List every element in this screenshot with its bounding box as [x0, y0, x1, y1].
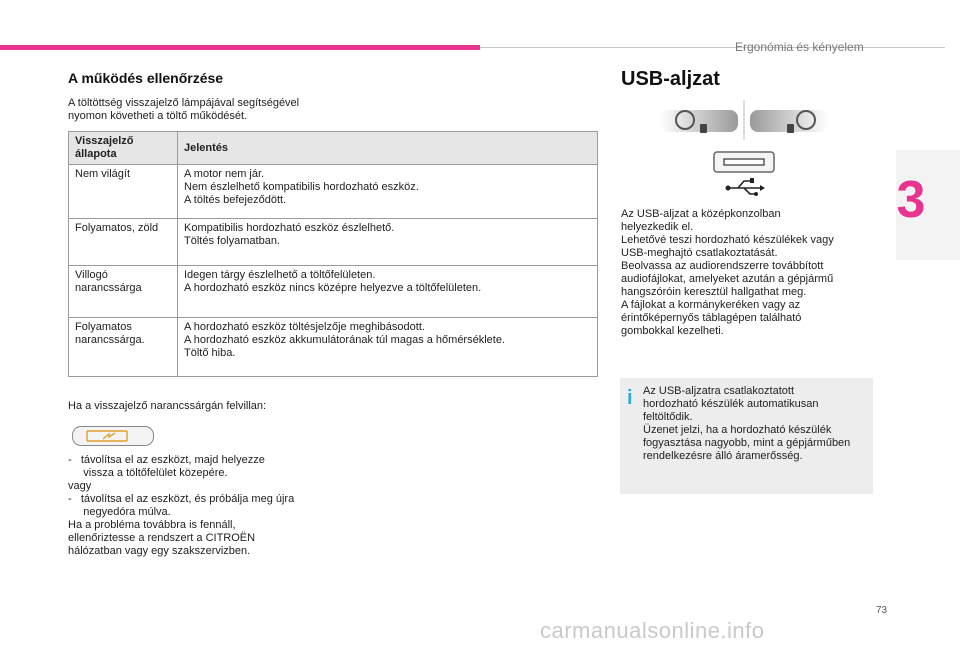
header-rule [480, 47, 945, 48]
running-head: Ergonómia és kényelem [735, 40, 864, 54]
indicator-table [68, 131, 598, 377]
table-header-meaning: Jelentés [178, 132, 598, 165]
intro-text: A töltöttség visszajelző lámpájával segítségével nyomon követheti a töltő működését. [68, 97, 300, 122]
charging-indicator-icon [72, 426, 154, 446]
table-row: Villogó narancssárga Idegen tárgy észlelhető a töltőfelületen. A hordozható eszköz nincs középre helyezve a töltőfelületen. [69, 266, 598, 318]
info-icon: i [627, 387, 633, 409]
info-text: Az USB-aljzatra csatlakoztatott hordozható készülék automatikusan feltöltődik. Üzenet jelzi, ha a hordozható készülék fogyasztása nagyobb, mint a gépjárműben rendelkezésre álló áramerősség. [643, 385, 851, 462]
usb-description: Az USB-aljzat a középkonzolban helyezkedik el. Lehetővé teszi hordozható készülékek vagy USB-meghajtó csatlakoztatását. Beolvassa az audiorendszerre továbbított audiofájlokat, amelyeket azután a gépjármű hangszóróin keresztül hallgathat meg. A fájlokat a kormánykeréken vagy az érintőképernyős táblagépen található gombokkal kezelheti. [621, 208, 834, 337]
page-number: 73 [876, 605, 888, 616]
instructions-text: - távolítsa el az eszközt, majd helyezze vissza a töltőfelület közepére. vagy - távolítsa el az eszközt, és próbálja meg újra negyedóra múlva. Ha a probléma továbbra is fennáll, ellenőriztesse a rendszert a CITROËN hálózatban vagy egy szakszervizben. [68, 454, 295, 557]
accent-bar [0, 45, 480, 50]
table-row: Folyamatos, zöld Kompatibilis hordozható eszköz észlelhető. Töltés folyamatban. [69, 219, 598, 266]
usb-illustration [660, 100, 840, 200]
section-title-charging-check: A működés ellenőrzése [68, 70, 224, 86]
if-orange-text: Ha a visszajelző narancssárgán felvillan: [68, 400, 267, 412]
section-title-usb: USB-aljzat [621, 68, 720, 90]
table-row: Folyamatos narancssárga. A hordozható eszköz töltésjelzője meghibásodott. A hordozható eszköz akkumulátorának túl magas a hőmérséklete. Töltő hiba. [69, 318, 598, 377]
watermark: carmanualsonline.info [540, 618, 765, 643]
table-row: Nem világít A motor nem jár. Nem észlelhető kompatibilis hordozható eszköz. A töltés befejeződött. [69, 165, 598, 219]
chapter-number: 3 [896, 171, 926, 229]
table-header-state: Visszajelző állapota [69, 132, 178, 165]
